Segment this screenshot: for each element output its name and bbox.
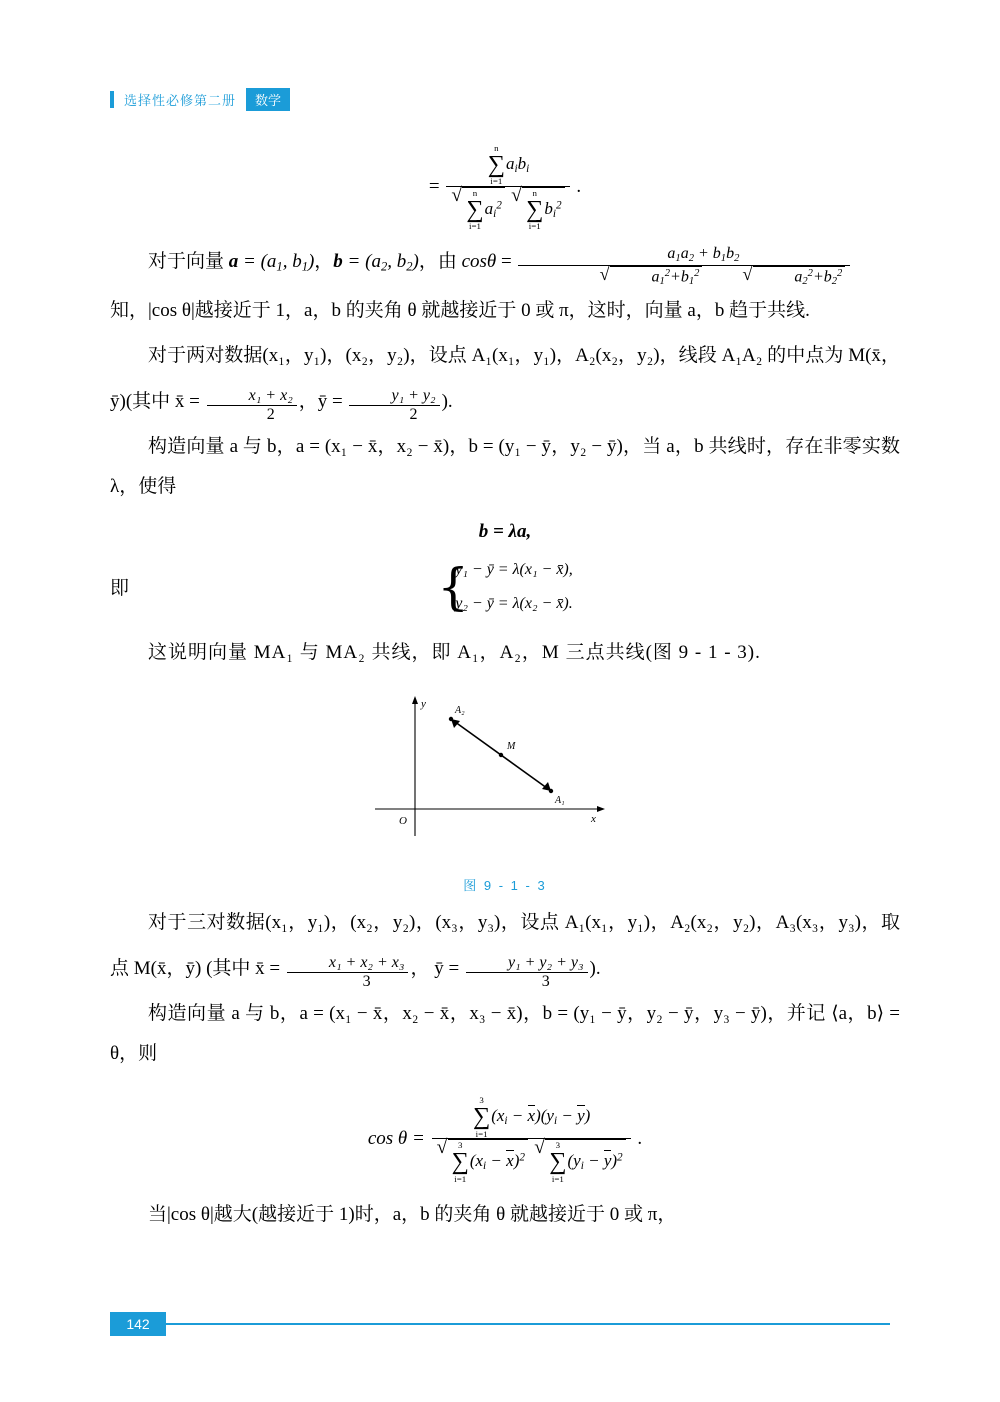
- system-equation-1: y₁ − ȳ = λ(x₁ − x̄),: [455, 561, 573, 579]
- equation-lhs: cos θ =: [367, 1128, 425, 1150]
- fraction-denominator: 3: [287, 972, 409, 991]
- term-aibi: $a_ib_i$: [505, 153, 530, 176]
- sigma-glyph: ∑: [451, 1148, 469, 1176]
- sum-lower-limit: i=1: [469, 221, 481, 232]
- fraction-denominator: 2: [207, 405, 297, 424]
- paren-close: ).: [589, 958, 601, 980]
- sum-upper-limit: n: [494, 143, 499, 153]
- sum-upper-limit: 3: [479, 1095, 484, 1106]
- paragraph-final: 当|cos θ|越大(越接近于 1)时，a，b 的夹角 θ 就越接近于 0 或 π，: [148, 1204, 677, 1226]
- paren-open: (: [206, 958, 213, 980]
- sqrt-sum-y: [534, 1139, 625, 1183]
- page-footer: [110, 1312, 890, 1336]
- equation-lhs: =: [428, 175, 440, 197]
- sum-lower-limit: i=1: [475, 1128, 488, 1139]
- text-run: 其中 x̄ =: [132, 391, 200, 413]
- vector-a: a: [228, 250, 239, 272]
- fraction-numerator: [432, 1096, 631, 1138]
- equation-trailing-period: .: [637, 1128, 643, 1150]
- figure-caption: 图 9 - 1 - 3: [463, 878, 547, 894]
- paren-open: (: [125, 391, 133, 413]
- paragraph-two-pairs: [110, 333, 900, 425]
- sqrt-sum-a: [451, 187, 505, 231]
- text-run: 其中 x̄ =: [212, 958, 281, 980]
- system-block: [110, 551, 900, 633]
- point-label-a2: A₂: [455, 705, 465, 717]
- fraction-numerator: y₁ + y₂ + y₃: [507, 954, 584, 972]
- sum-lower-limit: i=1: [490, 176, 503, 187]
- text-run: 对于向量: [148, 250, 229, 272]
- term-x: $(x_i - x)^2$: [469, 1151, 525, 1173]
- text-run: = ($a_2$, $b_2$): [342, 250, 419, 274]
- fraction-numerator: $a_1a_2 + b_1b_2$: [667, 244, 740, 264]
- axis-label-y: y: [421, 698, 426, 711]
- sum-operator: [549, 1141, 566, 1183]
- sqrt-a: √ $a_1^2+b_1^2$: [561, 266, 702, 288]
- sqrt-b: √ $a_2^2+b_2^2$: [704, 266, 845, 288]
- fraction-xbar: [207, 387, 297, 425]
- page-content: [110, 130, 900, 1237]
- fraction-numerator: [446, 144, 569, 186]
- point-label-m: M: [507, 741, 516, 753]
- sigma-glyph: ∑: [549, 1148, 567, 1176]
- fraction-denominator: 3: [466, 972, 588, 991]
- axis-label-x: x: [591, 813, 596, 826]
- sum-lower-limit: i=1: [551, 1173, 564, 1184]
- paren-close: ).: [441, 391, 453, 413]
- text-run: cosθ: [461, 250, 497, 272]
- header-subject-label: 数学: [246, 88, 290, 111]
- sum-lower-limit: i=1: [454, 1173, 467, 1184]
- sum-upper-limit: √ 3: [457, 1140, 463, 1151]
- fraction-numerator: x₁ + x₂ + x₃: [328, 954, 405, 972]
- sum-lower-limit: i=1: [528, 221, 541, 232]
- sum-operator: [452, 1141, 469, 1183]
- text-run: ȳ =: [434, 958, 460, 980]
- text-run: 对于三对数据(x₁，y₁)，(x₂，y₂)，(x₃，y₃)，设点 A₁(x₁，y₁)，A₂(x₂，y₂)，A₃(x₃，y₃)，取点 M(x̄，ȳ): [110, 912, 900, 980]
- sum-upper-limit: √ n: [532, 187, 537, 198]
- sum-operator: [466, 189, 483, 231]
- paragraph-construct-vectors-2: 构造向量 a 与 b，a = (x₁ − x̄，x₂ − x̄)，b = (y₁ − ȳ，y₂ − ȳ)，当 a，b 共线时，存在非零实数 λ，使得: [110, 436, 900, 498]
- equation-trailing-period: .: [576, 175, 582, 197]
- page-number: 142: [110, 1312, 166, 1336]
- paragraph-vector-2d: 对于向量 $a = (a_1$, $b_1$)，$b = (a_2$, $b_2$)，由 cosθ = $a_1a_2 + b_1b_2$ √ $a_1^2+b_1^2$ √ $a_2^2+b_2^2$: [110, 239, 900, 290]
- fraction-xbar3: [287, 954, 409, 992]
- system-label: 即: [110, 578, 130, 600]
- sum-upper-limit: √ 3: [555, 1140, 561, 1151]
- equation-b-equals-lambda-a: b = λa,: [478, 521, 532, 543]
- header-book-label: 选择性必修第二册: [124, 93, 237, 108]
- figure-9-1-3: [110, 691, 900, 894]
- page-header: [110, 88, 290, 111]
- inline-fraction-cos2d: [518, 245, 850, 288]
- sigma-glyph: ∑: [472, 1103, 491, 1131]
- paragraph-collinear-conclusion: 这说明向量 MA₁ 与 MA₂ 共线，即 A₁，A₂，M 三点共线(图 9 - 1 - 3).: [148, 642, 761, 664]
- fraction-numerator: x₁ + x₂: [248, 387, 293, 405]
- term-bi2: $b_i^2$: [544, 198, 562, 220]
- paragraph-construct-vectors-3: 构造向量 a 与 b，a = (x₁ − x̄，x₂ − x̄，x₃ − x̄)，b = (y₁ − ȳ，y₂ − ȳ，y₃ − ȳ)，并记 ⟨a，b⟩ = θ，则: [110, 1003, 900, 1065]
- paragraph-three-pairs: 对于三对数据(x₁，y₁)，(x₂，y₂)，(x₃，y₃)，设点 A₁(x₁，y₁)，A₂(x₂，y₂)，A₃(x₃，y₃)，取点 M(x̄，ȳ) (其中 x̄ = $\frac{\text{x₁ + x₂ + x₃}}{3}$ ， ȳ = $\frac{\text{y₁ + y₂ + y₃}}{3}$ ).: [110, 912, 900, 991]
- equation-cos-general: [110, 144, 900, 231]
- sum-operator: [473, 1096, 490, 1138]
- term-ai2: $a_i^2$: [484, 198, 502, 220]
- sum-upper-limit: √ n: [472, 187, 478, 198]
- fraction-numerator: y₁ + y₂: [391, 387, 436, 405]
- sigma-glyph: ∑: [526, 195, 544, 223]
- sum-operator: [526, 189, 543, 231]
- brace-system: [437, 553, 573, 621]
- fraction-denominator: [518, 265, 850, 288]
- point-label-a1: A₁: [555, 795, 565, 807]
- fraction-ybar3: [466, 954, 588, 992]
- sigma-glyph: ∑: [487, 150, 505, 178]
- system-equation-2: y₂ − ȳ = λ(x₂ − x̄).: [455, 595, 573, 613]
- text-run: = ($a_1$, $b_1$): [238, 250, 315, 274]
- fraction-denominator: [432, 1138, 631, 1183]
- equation-cos-theta-3: [110, 1096, 900, 1183]
- origin-label: O: [399, 815, 407, 828]
- sqrt-sum-b: [511, 187, 565, 231]
- system-equations: [110, 553, 900, 621]
- fraction-denominator: [446, 186, 569, 231]
- sqrt-sum-x: [437, 1139, 528, 1183]
- term-y: $(y_i - y)^2$: [567, 1151, 623, 1173]
- paragraph-cos-near-one: 知，|cos θ|越接近于 1，a，b 的夹角 θ 就越接近于 0 或 π，这时，向量 a，b 趋于共线.: [110, 300, 810, 322]
- sum-operator: [488, 144, 505, 186]
- header-accent-bar: [110, 91, 114, 108]
- fraction-ybar: [349, 387, 439, 425]
- sigma-glyph: ∑: [466, 195, 484, 223]
- footer-rule: [166, 1323, 890, 1325]
- left-brace: {: [437, 558, 470, 617]
- text-run: 对于两对数据(x₁，y₁)，(x₂，y₂)，设点 A₁(x₁，y₁)，A₂(x₂，y₂)，线段 A₁A₂ 的中点为 M(x̄，ȳ): [110, 345, 900, 413]
- equation-fraction: [446, 144, 569, 231]
- figure-svg: [355, 691, 655, 866]
- fraction-denominator: 2: [349, 405, 439, 424]
- vector-b: b: [333, 250, 343, 272]
- equation-fraction: [432, 1096, 631, 1183]
- term-numerator: $(x_i - x)(y_i - y)$: [491, 1106, 591, 1128]
- text-run: ，ȳ =: [298, 391, 343, 413]
